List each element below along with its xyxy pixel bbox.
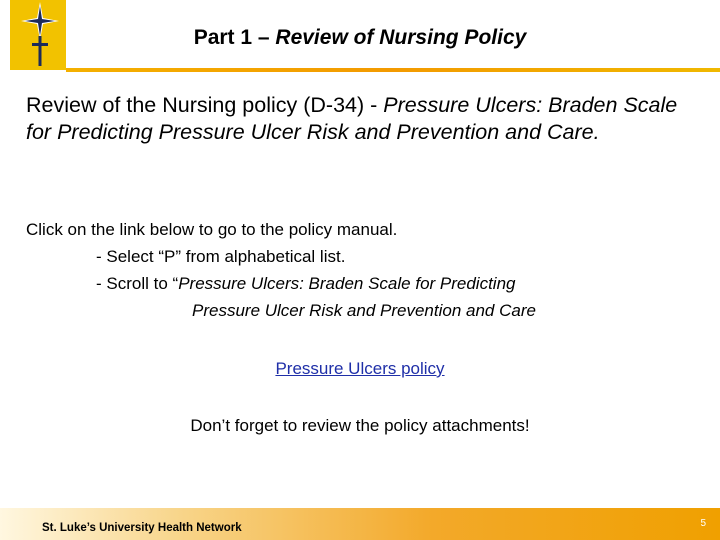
intro-plain: Review of the Nursing policy (D-34) - [26,93,384,117]
instructions-lead: Click on the link below to go to the policy manual. [26,220,398,239]
instruction-step-1: - Select “P” from alphabetical list. [96,247,346,266]
title-prefix: Part 1 – [193,26,276,49]
step-2-continued-italic: Pressure Ulcer Risk and Prevention and Care [192,301,536,320]
attachments-reminder: Don’t forget to review the policy attachments! [190,416,530,435]
slide-title [0,24,720,52]
title-italic: Review of Nursing Policy [275,26,527,49]
page-number: 5 [700,518,706,529]
step-2-italic: Pressure Ulcers: Braden Scale for Predicting [178,274,516,293]
instruction-step-2-continued [26,297,686,324]
policy-link-row [0,356,720,382]
step-2-plain: - Scroll to “ [96,274,179,293]
instruction-step-2 [26,270,686,297]
footer-organization: St. Luke’s University Health Network [42,522,242,534]
intro-italic: Pressure Ulcers: Braden Scale for Predicting Pressure Ulcer Risk and Prevention and Care. [26,93,678,144]
pressure-ulcers-policy-link[interactable]: Pressure Ulcers policy [275,359,445,378]
intro-paragraph [26,92,686,146]
instructions [26,216,686,324]
header-rule [66,68,720,72]
